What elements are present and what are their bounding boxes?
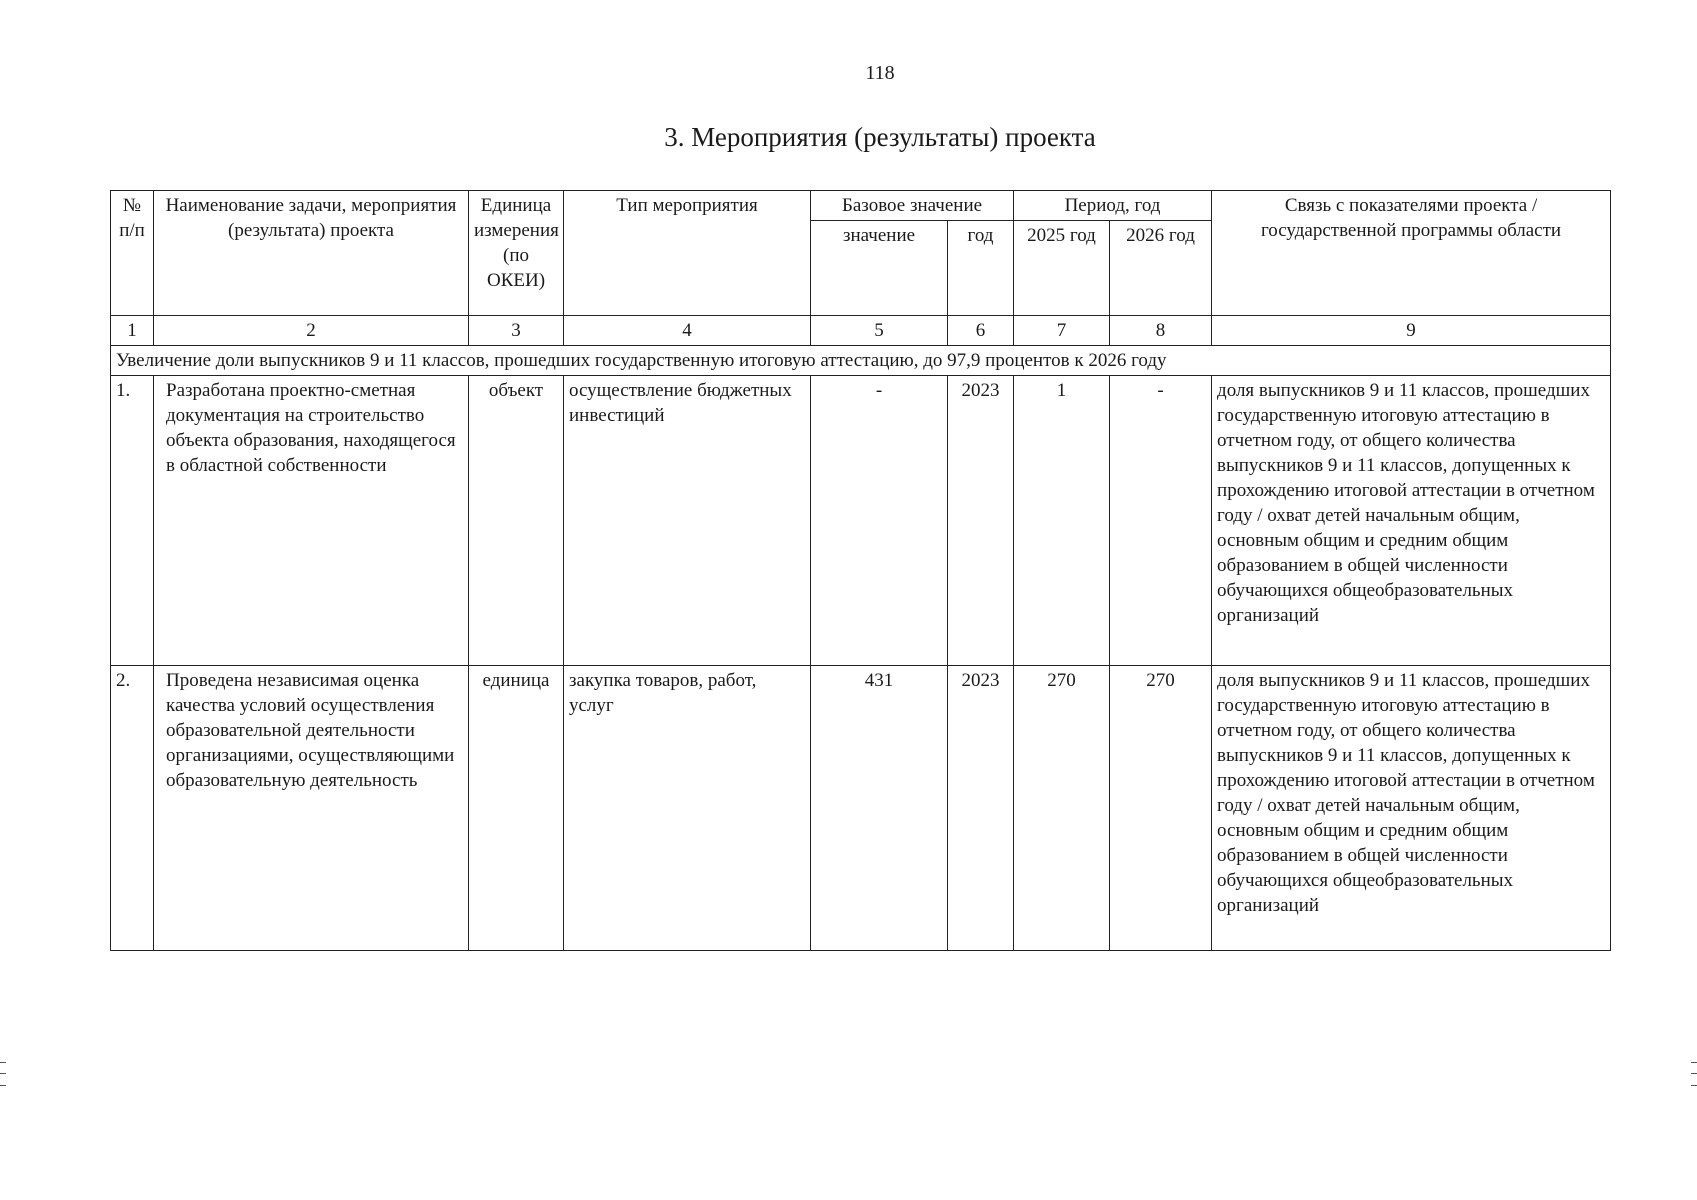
col-number: 4 — [564, 316, 811, 346]
section-row — [111, 346, 1611, 376]
margin-mark-left — [0, 1062, 6, 1086]
page-number: 118 — [865, 62, 895, 84]
header-base-value: значение — [811, 221, 948, 316]
header-base: Базовое значение — [811, 191, 1014, 221]
section-title: Увеличение доли выпускников 9 и 11 классов, прошедших государственную итоговую аттестацию, до 97,9 процентов к 2026 году — [111, 346, 1611, 376]
row-2025: 270 — [1014, 666, 1110, 951]
row-type: закупка товаров, работ, услуг — [564, 666, 811, 951]
row-base-value: - — [811, 376, 948, 666]
row-2026: 270 — [1110, 666, 1212, 951]
row-link: доля выпускников 9 и 11 классов, прошедших государственную итоговую аттестацию в отчетном году, от общего количества выпускников 9 и 11 классов, допущенных к прохождению итоговой аттестации в отчетном году / охват детей начальным общим, основным общим и средним общим образованием в общей численности обучающихся общеобразовательных организаций — [1212, 376, 1611, 666]
page-title: 3. Мероприятия (результаты) проекта — [664, 122, 1096, 152]
row-unit: единица — [469, 666, 564, 951]
header-row — [111, 191, 1611, 221]
row-unit: объект — [469, 376, 564, 666]
header-2026: 2026 год — [1110, 221, 1212, 316]
col-number: 5 — [811, 316, 948, 346]
margin-mark-right — [1691, 1062, 1697, 1086]
col-number: 6 — [948, 316, 1014, 346]
column-numbers-row — [111, 316, 1611, 346]
row-name: Разработана проектно-сметная документация на строительство объекта образования, находящегося в областной собственности — [154, 376, 469, 666]
header-base-year: год — [948, 221, 1014, 316]
col-number: 7 — [1014, 316, 1110, 346]
row-2026: - — [1110, 376, 1212, 666]
col-number: 9 — [1212, 316, 1611, 346]
header-name: Наименование задачи, мероприятия (результата) проекта — [154, 191, 469, 316]
header-period: Период, год — [1014, 191, 1212, 221]
col-number: 1 — [111, 316, 154, 346]
row-type: осуществление бюджетных инвестиций — [564, 376, 811, 666]
col-number: 8 — [1110, 316, 1212, 346]
header-num: № п/п — [111, 191, 154, 316]
col-number: 2 — [154, 316, 469, 346]
row-2025: 1 — [1014, 376, 1110, 666]
row-name: Проведена независимая оценка качества условий осуществления образовательной деятельности организациями, осуществляющими образовательную деятельность — [154, 666, 469, 951]
row-base-year: 2023 — [948, 666, 1014, 951]
header-unit: Единица измерения (по ОКЕИ) — [469, 191, 564, 316]
table-row — [111, 376, 1611, 666]
header-2025: 2025 год — [1014, 221, 1110, 316]
row-num: 1. — [111, 376, 154, 666]
row-link: доля выпускников 9 и 11 классов, прошедших государственную итоговую аттестацию в отчетном году, от общего количества выпускников 9 и 11 классов, допущенных к прохождению итоговой аттестации в отчетном году / охват детей начальным общим, основным общим и средним общим образованием в общей численности обучающихся общеобразовательных организаций — [1212, 666, 1611, 951]
header-link: Связь с показателями проекта / государственной программы области — [1212, 191, 1611, 316]
table-row — [111, 666, 1611, 951]
row-base-year: 2023 — [948, 376, 1014, 666]
activities-table — [110, 190, 1611, 951]
header-type: Тип мероприятия — [564, 191, 811, 316]
col-number: 3 — [469, 316, 564, 346]
row-base-value: 431 — [811, 666, 948, 951]
row-num: 2. — [111, 666, 154, 951]
